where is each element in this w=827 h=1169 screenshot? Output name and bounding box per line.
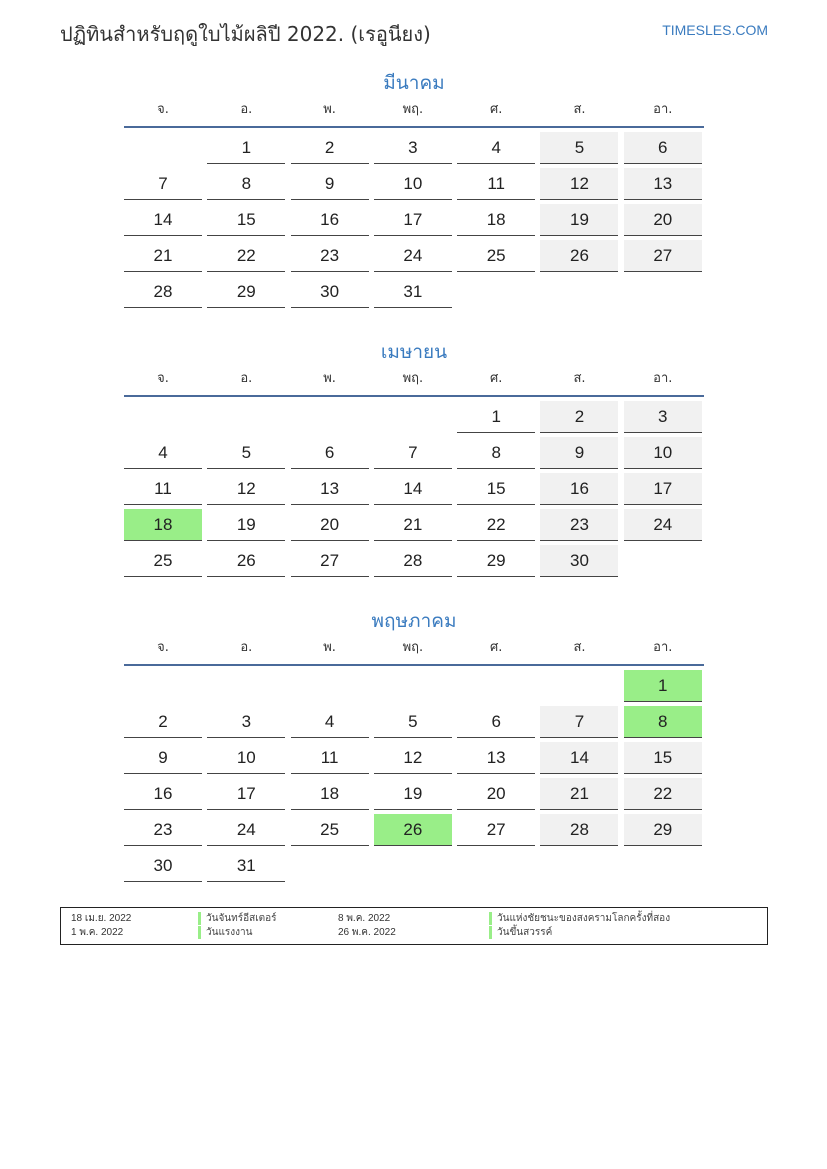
- week-row: [124, 132, 704, 164]
- holiday-day-cell[interactable]: 8: [624, 706, 702, 738]
- day-cell[interactable]: 22: [207, 240, 285, 272]
- weekday-label: จ.: [157, 102, 169, 117]
- page-header: [60, 16, 768, 48]
- day-cell[interactable]: 7: [374, 437, 452, 469]
- empty-day-cell: [624, 276, 702, 308]
- day-cell[interactable]: 2: [540, 401, 618, 433]
- day-cell[interactable]: 27: [457, 814, 535, 846]
- weekday-header: [124, 636, 704, 666]
- legend-date: 8 พ.ค. 2022: [338, 913, 391, 924]
- day-cell[interactable]: 5: [374, 706, 452, 738]
- empty-day-cell: [374, 850, 452, 882]
- week-row: [124, 706, 704, 738]
- day-cell[interactable]: 4: [457, 132, 535, 164]
- day-cell[interactable]: 16: [124, 778, 202, 810]
- day-cell[interactable]: 30: [291, 276, 369, 308]
- legend-date: 26 พ.ค. 2022: [338, 927, 396, 938]
- day-cell[interactable]: 23: [540, 509, 618, 541]
- day-cell[interactable]: 7: [540, 706, 618, 738]
- empty-day-cell: [124, 401, 202, 433]
- day-cell[interactable]: 5: [540, 132, 618, 164]
- day-cell[interactable]: 18: [457, 204, 535, 236]
- legend-holiday-name: วันแรงงาน: [198, 926, 252, 939]
- day-cell[interactable]: 14: [124, 204, 202, 236]
- legend-date: 18 เม.ย. 2022: [71, 913, 132, 924]
- legend-date: 1 พ.ค. 2022: [71, 927, 124, 938]
- day-cell[interactable]: 3: [374, 132, 452, 164]
- day-cell[interactable]: 30: [540, 545, 618, 577]
- day-cell[interactable]: 8: [457, 437, 535, 469]
- day-cell[interactable]: 11: [124, 473, 202, 505]
- week-row: [124, 276, 704, 308]
- day-cell[interactable]: 24: [207, 814, 285, 846]
- empty-day-cell: [291, 670, 369, 702]
- page-title: ปฏิทินสำหรับฤดูใบไม้ผลิปี 2022. (เรอูนียง): [60, 22, 431, 46]
- weekday-label: ศ.: [489, 640, 503, 655]
- day-cell[interactable]: 23: [124, 814, 202, 846]
- day-cell[interactable]: 12: [540, 168, 618, 200]
- day-cell[interactable]: 3: [207, 706, 285, 738]
- legend-holiday-name: วันจันทร์อีสเตอร์: [198, 912, 277, 925]
- empty-day-cell: [374, 670, 452, 702]
- day-cell[interactable]: 25: [124, 545, 202, 577]
- empty-day-cell: [207, 401, 285, 433]
- weekday-label: จ.: [157, 371, 169, 386]
- legend-holiday-name: วันแห่งชัยชนะของสงครามโลกครั้งที่สอง: [489, 912, 670, 925]
- day-cell[interactable]: 19: [374, 778, 452, 810]
- weekday-label: อ.: [240, 371, 253, 386]
- day-cell[interactable]: 16: [291, 204, 369, 236]
- month-may: [124, 606, 704, 886]
- empty-day-cell: [124, 670, 202, 702]
- day-cell[interactable]: 19: [207, 509, 285, 541]
- day-cell[interactable]: 7: [124, 168, 202, 200]
- weekday-label: ส.: [573, 371, 586, 386]
- day-cell[interactable]: 21: [540, 778, 618, 810]
- day-cell[interactable]: 22: [624, 778, 702, 810]
- empty-day-cell: [457, 850, 535, 882]
- empty-day-cell: [207, 670, 285, 702]
- day-cell[interactable]: 6: [291, 437, 369, 469]
- weekday-label: ส.: [573, 102, 586, 117]
- empty-day-cell: [374, 401, 452, 433]
- day-cell[interactable]: 10: [624, 437, 702, 469]
- month-grid: [124, 670, 704, 882]
- month-grid: [124, 132, 704, 308]
- week-row: [124, 204, 704, 236]
- day-cell[interactable]: 9: [540, 437, 618, 469]
- week-row: [124, 240, 704, 272]
- week-row: [124, 670, 704, 702]
- week-row: [124, 509, 704, 541]
- month-title: เมษายน: [380, 341, 448, 363]
- month-grid: [124, 401, 704, 577]
- week-row: [124, 168, 704, 200]
- day-cell[interactable]: 13: [457, 742, 535, 774]
- day-cell[interactable]: 29: [624, 814, 702, 846]
- day-cell[interactable]: 27: [624, 240, 702, 272]
- week-row: [124, 742, 704, 774]
- week-row: [124, 850, 704, 882]
- empty-day-cell: [540, 276, 618, 308]
- weekday-label: อา.: [653, 640, 673, 655]
- weekday-label: อา.: [653, 371, 673, 386]
- day-cell[interactable]: 24: [374, 240, 452, 272]
- holiday-legend: [60, 907, 768, 945]
- empty-day-cell: [540, 850, 618, 882]
- day-cell[interactable]: 29: [207, 276, 285, 308]
- day-cell[interactable]: 2: [291, 132, 369, 164]
- day-cell[interactable]: 17: [374, 204, 452, 236]
- weekday-label: พฤ.: [402, 371, 424, 386]
- week-row: [124, 778, 704, 810]
- day-cell[interactable]: 25: [291, 814, 369, 846]
- day-cell[interactable]: 12: [207, 473, 285, 505]
- day-cell[interactable]: 1: [207, 132, 285, 164]
- weekday-label: พ.: [323, 640, 336, 655]
- day-cell[interactable]: 1: [457, 401, 535, 433]
- weekday-label: พฤ.: [402, 640, 424, 655]
- day-cell[interactable]: 4: [291, 706, 369, 738]
- month-march: [124, 68, 704, 312]
- brand-link[interactable]: TIMESLES.COM: [662, 22, 768, 38]
- empty-day-cell: [291, 401, 369, 433]
- day-cell[interactable]: 24: [624, 509, 702, 541]
- day-cell[interactable]: 16: [540, 473, 618, 505]
- day-cell[interactable]: 15: [624, 742, 702, 774]
- empty-day-cell: [624, 850, 702, 882]
- holiday-day-cell[interactable]: 26: [374, 814, 452, 846]
- weekday-label: จ.: [157, 640, 169, 655]
- day-cell[interactable]: 27: [291, 545, 369, 577]
- day-cell[interactable]: 26: [207, 545, 285, 577]
- day-cell[interactable]: 6: [457, 706, 535, 738]
- day-cell[interactable]: 20: [457, 778, 535, 810]
- day-cell[interactable]: 22: [457, 509, 535, 541]
- day-cell[interactable]: 28: [374, 545, 452, 577]
- day-cell[interactable]: 31: [374, 276, 452, 308]
- day-cell[interactable]: 14: [540, 742, 618, 774]
- weekday-label: พ.: [323, 371, 336, 386]
- day-cell[interactable]: 25: [457, 240, 535, 272]
- week-row: [124, 401, 704, 433]
- weekday-header: [124, 98, 704, 128]
- weekday-header: [124, 367, 704, 397]
- day-cell[interactable]: 11: [291, 742, 369, 774]
- day-cell[interactable]: 11: [457, 168, 535, 200]
- empty-day-cell: [624, 545, 702, 577]
- day-cell[interactable]: 17: [207, 778, 285, 810]
- week-row: [124, 473, 704, 505]
- legend-holiday-name: วันขึ้นสวรรค์: [489, 926, 552, 939]
- month-title: มีนาคม: [383, 72, 445, 94]
- day-cell[interactable]: 29: [457, 545, 535, 577]
- empty-day-cell: [124, 132, 202, 164]
- empty-day-cell: [540, 670, 618, 702]
- day-cell[interactable]: 21: [374, 509, 452, 541]
- day-cell[interactable]: 15: [207, 204, 285, 236]
- day-cell[interactable]: 2: [124, 706, 202, 738]
- holiday-day-cell[interactable]: 18: [124, 509, 202, 541]
- day-cell[interactable]: 9: [124, 742, 202, 774]
- weekday-label: ส.: [573, 640, 586, 655]
- day-cell[interactable]: 30: [124, 850, 202, 882]
- week-row: [124, 437, 704, 469]
- day-cell[interactable]: 18: [291, 778, 369, 810]
- weekday-label: ศ.: [489, 102, 503, 117]
- day-cell[interactable]: 28: [124, 276, 202, 308]
- weekday-label: พฤ.: [402, 102, 424, 117]
- day-cell[interactable]: 10: [207, 742, 285, 774]
- day-cell[interactable]: 12: [374, 742, 452, 774]
- day-cell[interactable]: 15: [457, 473, 535, 505]
- day-cell[interactable]: 20: [624, 204, 702, 236]
- weekday-label: พ.: [323, 102, 336, 117]
- day-cell[interactable]: 4: [124, 437, 202, 469]
- day-cell[interactable]: 6: [624, 132, 702, 164]
- holiday-day-cell[interactable]: 1: [624, 670, 702, 702]
- day-cell[interactable]: 20: [291, 509, 369, 541]
- month-title: พฤษภาคม: [371, 610, 457, 632]
- day-cell[interactable]: 13: [624, 168, 702, 200]
- weekday-label: อ.: [240, 102, 253, 117]
- day-cell[interactable]: 31: [207, 850, 285, 882]
- day-cell[interactable]: 23: [291, 240, 369, 272]
- day-cell[interactable]: 10: [374, 168, 452, 200]
- day-cell[interactable]: 28: [540, 814, 618, 846]
- week-row: [124, 814, 704, 846]
- day-cell[interactable]: 19: [540, 204, 618, 236]
- day-cell[interactable]: 9: [291, 168, 369, 200]
- month-april: [124, 337, 704, 581]
- day-cell[interactable]: 3: [624, 401, 702, 433]
- weekday-label: อา.: [653, 102, 673, 117]
- day-cell[interactable]: 21: [124, 240, 202, 272]
- day-cell[interactable]: 13: [291, 473, 369, 505]
- empty-day-cell: [291, 850, 369, 882]
- day-cell[interactable]: 26: [540, 240, 618, 272]
- day-cell[interactable]: 14: [374, 473, 452, 505]
- empty-day-cell: [457, 670, 535, 702]
- day-cell[interactable]: 17: [624, 473, 702, 505]
- week-row: [124, 545, 704, 577]
- day-cell[interactable]: 5: [207, 437, 285, 469]
- weekday-label: อ.: [240, 640, 253, 655]
- empty-day-cell: [457, 276, 535, 308]
- weekday-label: ศ.: [489, 371, 503, 386]
- day-cell[interactable]: 8: [207, 168, 285, 200]
